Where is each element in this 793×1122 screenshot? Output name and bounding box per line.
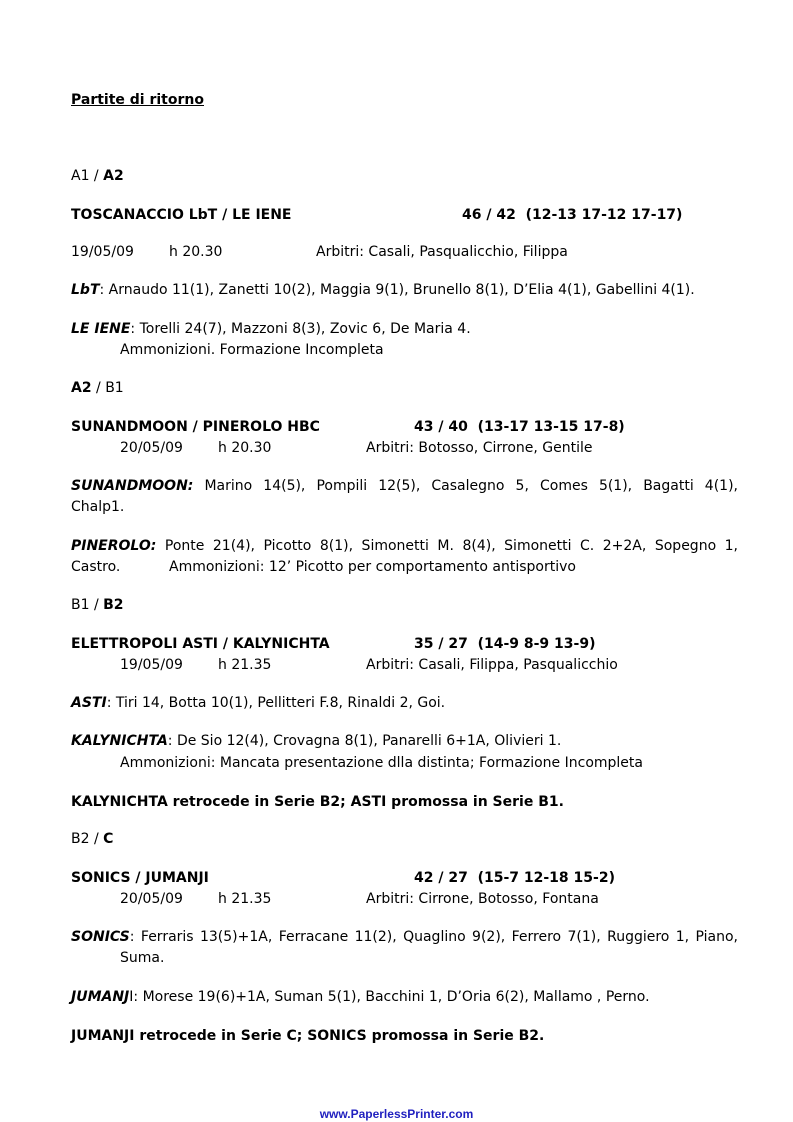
team-scorers: PINEROLO: Ponte 21(4), Picotto 8(1), Simonetti M. 8(4), Simonetti C. 2+2A, Sopegno 1, xyxy=(71,538,739,554)
category-line: A2 / B1 xyxy=(71,380,124,396)
match-referees: Arbitri: Casali, Filippa, Pasqualicchio xyxy=(366,657,618,673)
team-scorers-cont: Castro. xyxy=(71,559,121,575)
match-date: 19/05/09 xyxy=(120,657,183,673)
category-line: B1 / B2 xyxy=(71,597,124,613)
team-scorers-cont: Chalp1. xyxy=(71,499,125,515)
category-line: B2 / C xyxy=(71,831,114,847)
match-teams: ELETTROPOLI ASTI / KALYNICHTA xyxy=(71,636,330,652)
match-referees: Arbitri: Botosso, Cirrone, Gentile xyxy=(366,440,593,456)
match-note: Ammonizioni. Formazione Incompleta xyxy=(120,342,384,358)
match-time: h 21.35 xyxy=(218,891,272,907)
match-date: 20/05/09 xyxy=(120,440,183,456)
team-scorers: LE IENE: Torelli 24(7), Mazzoni 8(3), Zovic 6, De Maria 4. xyxy=(71,321,471,337)
category-line: A1 / A2 xyxy=(71,168,124,184)
match-time: h 20.30 xyxy=(218,440,272,456)
match-note: Ammonizioni: Mancata presentazione dlla distinta; Formazione Incompleta xyxy=(120,755,643,771)
match-teams: SUNANDMOON / PINEROLO HBC xyxy=(71,419,320,435)
team-scorers: LbT: Arnaudo 11(1), Zanetti 10(2), Maggia 9(1), Brunello 8(1), D’Elia 4(1), Gabellini 4(1). xyxy=(71,282,695,298)
team-scorers: KALYNICHTA: De Sio 12(4), Crovagna 8(1), Panarelli 6+1A, Olivieri 1. xyxy=(71,733,562,749)
team-scorers: SUNANDMOON: Marino 14(5), Pompili 12(5), Casalegno 5, Comes 5(1), Bagatti 4(1), xyxy=(71,478,738,494)
match-date: 19/05/09 xyxy=(71,244,134,260)
team-scorers: JUMANJI: Morese 19(6)+1A, Suman 5(1), Bacchini 1, D’Oria 6(2), Mallamo , Perno. xyxy=(71,989,650,1005)
match-score: 46 / 42 (12-13 17-12 17-17) xyxy=(462,207,683,223)
match-date: 20/05/09 xyxy=(120,891,183,907)
team-scorers: SONICS: Ferraris 13(5)+1A, Ferracane 11(2), Quaglino 9(2), Ferrero 7(1), Ruggiero 1, Piano, xyxy=(71,929,739,945)
match-time: h 21.35 xyxy=(218,657,272,673)
page-title: Partite di ritorno xyxy=(71,92,204,108)
match-score: 35 / 27 (14-9 8-9 13-9) xyxy=(414,636,596,652)
match-teams: TOSCANACCIO LbT / LE IENE xyxy=(71,207,292,223)
team-scorers-cont: Suma. xyxy=(120,950,165,966)
match-note: Ammonizioni: 12’ Picotto per comportamento antisportivo xyxy=(169,559,576,575)
match-time: h 20.30 xyxy=(169,244,223,260)
match-score: 43 / 40 (13-17 13-15 17-8) xyxy=(414,419,625,435)
match-referees: Arbitri: Cirrone, Botosso, Fontana xyxy=(366,891,599,907)
footer-link[interactable]: www.PaperlessPrinter.com xyxy=(319,1107,474,1121)
match-score: 42 / 27 (15-7 12-18 15-2) xyxy=(414,870,615,886)
promotion-result: JUMANJI retrocede in Serie C; SONICS promossa in Serie B2. xyxy=(71,1028,545,1044)
promotion-result: KALYNICHTA retrocede in Serie B2; ASTI promossa in Serie B1. xyxy=(71,794,564,810)
team-scorers: ASTI: Tiri 14, Botta 10(1), Pellitteri F.8, Rinaldi 2, Goi. xyxy=(71,695,446,711)
match-teams: SONICS / JUMANJI xyxy=(71,870,209,886)
match-referees: Arbitri: Casali, Pasqualicchio, Filippa xyxy=(316,244,568,260)
